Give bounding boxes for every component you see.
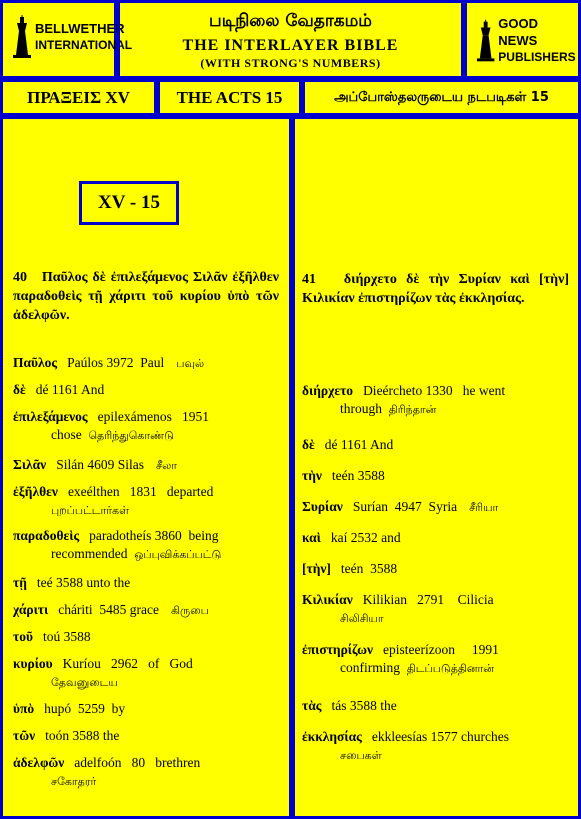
tamil-gloss: சீரியா (469, 501, 499, 514)
gloss-continuation: chose (51, 427, 89, 442)
tamil-gloss: கிருபை (171, 604, 209, 617)
word-entry (302, 697, 569, 715)
book-tamil: அப்போஸ்தலருடைய நடபடிகள் 15 (334, 90, 549, 105)
transliteration-strongs-gloss: teén 3588 (340, 561, 398, 576)
gloss-continuation: through (340, 401, 389, 416)
greek-word: καὶ (302, 530, 321, 545)
transliteration-strongs-gloss: Surían 4947 Syria சீரியா (352, 499, 499, 514)
word-entry (13, 381, 279, 399)
greek-word: διήρχετο (302, 383, 354, 398)
logo-line1: BELLWETHER (35, 21, 125, 36)
book-english: THE ACTS 15 (176, 88, 283, 107)
logo-line2: INTERNATIONAL (35, 38, 133, 52)
greek-word: χάριτι (13, 602, 49, 617)
greek-word: παραδοθεὶς (13, 528, 80, 543)
word-entry (13, 527, 279, 564)
greek-word: δὲ (13, 382, 26, 397)
transliteration-strongs-gloss: dé 1161 And (35, 382, 105, 397)
bellwether-logo (0, 0, 133, 79)
word-entry (13, 628, 279, 646)
lamp-tower-icon (11, 15, 33, 59)
word-entry (302, 728, 569, 765)
tamil-gloss: சபைகள் (340, 749, 382, 762)
word-entry (302, 641, 569, 678)
bible-title-block (117, 0, 464, 79)
lamp-tower-icon (475, 19, 496, 63)
tamil-gloss: சீலா (155, 459, 177, 472)
greek-word: τὴν (302, 468, 322, 483)
transliteration-strongs-gloss: exeélthen 1831 departed (67, 484, 214, 499)
greek-word: τοῦ (13, 629, 33, 644)
transliteration-strongs-gloss: cháriti 5485 grace கிருபை (58, 602, 209, 617)
greek-word: [τὴν] (302, 561, 331, 576)
greek-word: τῶν (13, 728, 36, 743)
transliteration-strongs-gloss: adelfoón 80 brethren (74, 755, 201, 770)
greek-word: Κιλικίαν (302, 592, 353, 607)
good-news-logo (464, 0, 581, 79)
word-entry (302, 560, 569, 578)
transliteration-strongs-gloss: tás 3588 the (331, 698, 397, 713)
greek-word: δὲ (302, 437, 315, 452)
word-entry (13, 655, 279, 692)
transliteration-strongs-gloss: Silán 4609 Silas சீலா (56, 457, 177, 472)
word-entry (13, 601, 279, 620)
tamil-gloss: திடப்படுத்தினான் (406, 662, 494, 675)
greek-word: τῇ (13, 575, 27, 590)
verse-40 (13, 268, 279, 325)
tamil-gloss: ஒப்புவிக்கப்பட்டு (134, 548, 222, 561)
transliteration-strongs-gloss: teé 3588 unto the (36, 575, 131, 590)
logo-line1: GOOD NEWS (498, 16, 539, 48)
tamil-gloss: சகோதரர் (51, 775, 97, 788)
word-entry (13, 727, 279, 745)
greek-word: Σιλᾶν (13, 457, 47, 472)
tamil-gloss: தேவனுடைய (51, 676, 118, 689)
transliteration-strongs-gloss: Kuríou 2962 of God (62, 656, 193, 671)
book-greek: ΠΡΑΞΕΙΣ XV (27, 88, 130, 107)
greek-word: τὰς (302, 698, 322, 713)
word-entry (302, 436, 569, 454)
transliteration-strongs-gloss: toú 3588 (42, 629, 91, 644)
tamil-gloss: திரிந்தான் (388, 403, 437, 416)
tamil-gloss: புறப்பட்டார்கள் (51, 504, 130, 517)
transliteration-strongs-gloss: hupó 5259 by (44, 701, 126, 716)
verse-number: 40 (13, 270, 27, 285)
word-entry (13, 483, 279, 520)
word-entry (302, 467, 569, 485)
title-main: THE INTERLAYER BIBLE (182, 37, 399, 54)
tamil-gloss: தெரிந்துகொண்டு (88, 429, 174, 442)
greek-word: Συρίαν (302, 499, 343, 514)
greek-word: Παῦλος (13, 355, 58, 370)
transliteration-strongs-gloss: ekkleesías 1577 churches (371, 729, 510, 744)
word-entry (13, 700, 279, 718)
chapter-label: XV - 15 (79, 181, 179, 225)
transliteration-strongs-gloss: paradotheís 3860 being (89, 528, 219, 543)
transliteration-strongs-gloss: teén 3588 (331, 468, 385, 483)
transliteration-strongs-gloss: Paúlos 3972 Paul பவுல் (67, 355, 205, 370)
word-entry (302, 529, 569, 547)
tamil-gloss: பவுல் (176, 357, 205, 370)
book-tamil-cell (302, 79, 581, 116)
transliteration-strongs-gloss: toón 3588 the (45, 728, 120, 743)
word-entry (13, 456, 279, 475)
word-entry (13, 754, 279, 791)
word-entry (302, 382, 569, 419)
transliteration-strongs-gloss: kaí 2532 and (330, 530, 401, 545)
book-greek-cell (0, 79, 157, 116)
tamil-gloss: சிலிசியா (340, 612, 384, 625)
verse-text: Παῦλος δὲ ἐπιλεξάμενος Σιλᾶν ἐξῆλθεν παραδοθεὶς τῇ χάριτι τοῦ κυρίου ὑπὸ τῶν ἀδελφῶν. (13, 270, 280, 323)
title-sub: (WITH STRONG'S NUMBERS) (200, 56, 381, 70)
word-entry (13, 408, 279, 445)
greek-word: ἐπιλεξάμενος (13, 409, 88, 424)
word-entry (302, 591, 569, 628)
transliteration-strongs-gloss: Kilikian 2791 Cilicia (362, 592, 494, 607)
greek-word: ἀδελφῶν (13, 755, 65, 770)
word-entry (13, 574, 279, 592)
transliteration-strongs-gloss: epilexámenos 1951 (97, 409, 209, 424)
greek-word: ἐπιστηρίζων (302, 642, 374, 657)
transliteration-strongs-gloss: episteerízoon 1991 (383, 642, 499, 657)
title-tamil: படிநிலை வேதாகமம் (209, 11, 372, 31)
greek-word: ἐξῆλθεν (13, 484, 58, 499)
greek-word: κυρίου (13, 656, 53, 671)
word-entry (302, 498, 569, 517)
transliteration-strongs-gloss: dé 1161 And (324, 437, 394, 452)
verse-number: 41 (302, 272, 316, 287)
greek-word: ἐκκλησίας (302, 729, 362, 744)
transliteration-strongs-gloss: Dieércheto 1330 he went (363, 383, 506, 398)
logo-line2: PUBLISHERS (498, 50, 576, 64)
gloss-continuation: confirming (340, 660, 407, 675)
greek-word: ὑπὸ (13, 701, 35, 716)
word-entry (13, 354, 279, 373)
book-english-cell (157, 79, 302, 116)
verse-41 (302, 270, 569, 308)
gloss-continuation: recommended (51, 546, 135, 561)
verse-text: διήρχετο δὲ τὴν Συρίαν καὶ [τὴν] Κιλικίαν ἐπιστηρίζων τὰς ἐκκλησίας. (302, 272, 570, 306)
